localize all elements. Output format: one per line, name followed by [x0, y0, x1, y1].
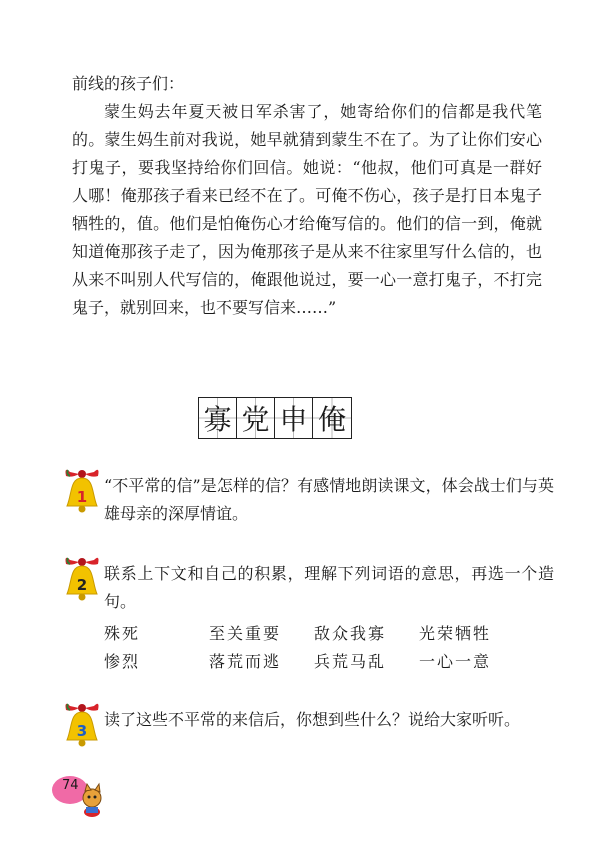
page-number-badge: [48, 770, 110, 818]
char-cell: [313, 398, 351, 438]
word-row: [104, 648, 524, 676]
bell-icon: [62, 554, 102, 602]
word: 兵荒马乱: [314, 652, 387, 671]
letter-body: 蒙生妈去年夏天被日军杀害了，她寄给你们的信都是我代笔的。蒙生妈生前对我说，她早就猜到蒙生不在了。为了让你们安心打鬼子，要我坚持给你们回信。她说：“他叔，他们可真是一群好人哪！俺那孩子看来已经不在了。可俺不伤心，孩子是打日本鬼子牺牲的，值。他们是怕俺伤心才给俺写信的。他们的信一到，俺就知道俺那孩子走了，因为俺那孩子是从来不往家里写什么信的，也从来不叫别人代写信的，俺跟他说过，要一心一意打鬼子，不打完鬼子，就别回来，也不要写信来……”: [72, 102, 542, 317]
question-text: 联系上下文和自己的积累，理解下列词语的意思，再选一个造句。: [104, 564, 554, 611]
char: 俺: [317, 403, 346, 436]
word: 敌众我寡: [314, 624, 387, 643]
char-cell: [237, 398, 275, 438]
word: 至关重要: [209, 624, 282, 643]
word-list: [104, 620, 524, 676]
char-cell: [199, 398, 237, 438]
letter-greeting: 前线的孩子们：: [72, 74, 185, 93]
new-characters-box: [198, 397, 352, 439]
bell-icon: [62, 466, 102, 514]
letter-text: [72, 70, 542, 322]
char: 寡: [203, 403, 232, 436]
bell-number: 2: [76, 576, 88, 594]
char: 党: [241, 403, 270, 436]
word: 一心一意: [419, 652, 492, 671]
char: 申: [279, 403, 308, 436]
word: 殊死: [104, 624, 141, 643]
word: 落荒而逃: [209, 652, 282, 671]
word-row: [104, 620, 524, 648]
page-number: 74: [62, 778, 79, 793]
question-text: 读了这些不平常的来信后，你想到些什么？说给大家听听。: [104, 710, 521, 729]
char-cell: [275, 398, 313, 438]
word: 惨烈: [104, 652, 141, 671]
bell-number: 3: [76, 722, 88, 740]
cartoon-cat-icon: [48, 770, 110, 818]
word: 光荣牺牲: [419, 624, 492, 643]
question-text: “不平常的信”是怎样的信？有感情地朗读课文，体会战士们与英雄母亲的深厚情谊。: [104, 476, 554, 523]
bell-icon: [62, 700, 102, 748]
bell-number: 1: [76, 488, 88, 506]
